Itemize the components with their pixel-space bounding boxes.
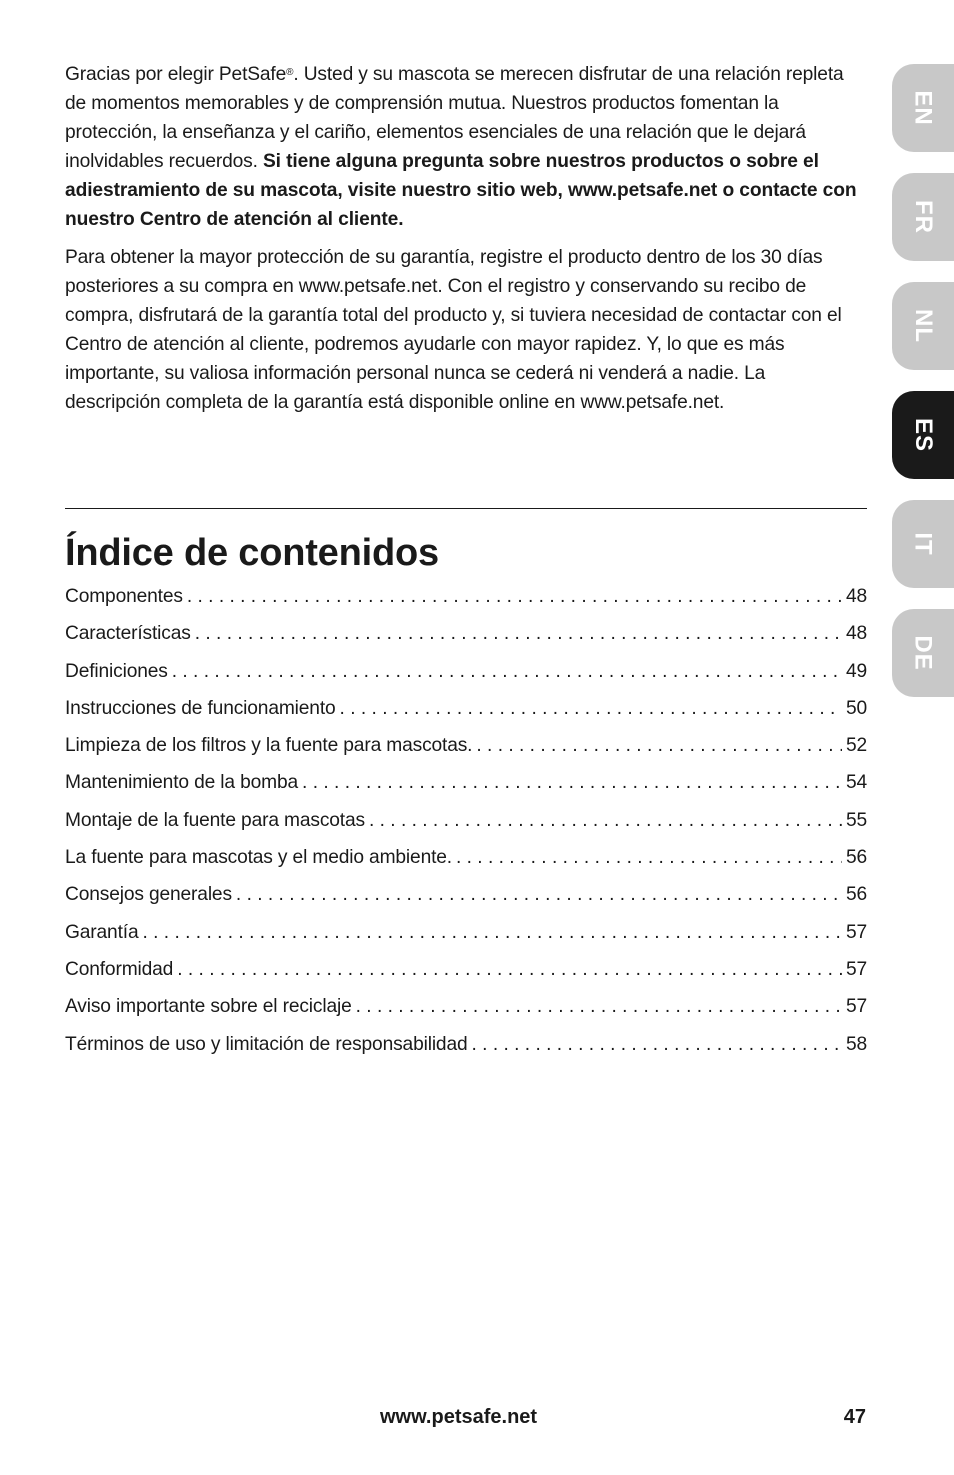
toc-entry-page: 57 xyxy=(845,958,867,980)
toc-entry[interactable] xyxy=(65,918,867,955)
page-number: 47 xyxy=(843,1406,866,1428)
toc-entry-label: La fuente para mascotas y el medio ambiente. xyxy=(65,847,452,869)
tab-de[interactable] xyxy=(892,609,954,697)
intro-paragraph-1 xyxy=(65,60,857,234)
toc-entry-page: 54 xyxy=(845,772,867,794)
footer-url[interactable]: www.petsafe.net xyxy=(380,1406,538,1428)
toc-title: Índice de contenidos xyxy=(65,532,439,574)
toc-entry-label: Definiciones xyxy=(65,660,168,682)
toc-entry-label: Limpieza de los filtros y la fuente para mascotas. xyxy=(65,735,473,757)
tab-label: EN xyxy=(910,90,937,126)
toc-entry[interactable] xyxy=(65,1030,867,1067)
toc-entry-page: 58 xyxy=(845,1033,867,1055)
toc-entry-page: 52 xyxy=(845,735,867,757)
toc-leader-dots xyxy=(472,1030,842,1060)
toc-entry[interactable] xyxy=(65,880,867,917)
toc-entry-page: 56 xyxy=(845,847,867,869)
section-divider xyxy=(65,508,867,509)
toc-leader-dots xyxy=(340,694,842,724)
toc-entry[interactable] xyxy=(65,768,867,805)
intro-text-body: . Usted y su mascota se merecen disfrutar de una relación repleta de momentos memorables y de comprensión mutua. Nuestros productos fomentan la protección, la enseñanza y el cariño, elementos esenciales de una relación que le dejará inolvidables recuerdos. xyxy=(65,64,844,172)
toc-entry[interactable] xyxy=(65,694,867,731)
tab-label: FR xyxy=(910,200,937,234)
toc-entry-label: Componentes xyxy=(65,586,183,607)
intro-text-start: Gracias por elegir PetSafe xyxy=(65,64,287,85)
intro-section xyxy=(65,60,867,417)
toc-entry[interactable] xyxy=(65,619,867,656)
toc-entry-page: 50 xyxy=(845,697,867,719)
toc-entry-label: Mantenimiento de la bomba xyxy=(65,772,299,794)
toc-entry-page: 48 xyxy=(845,623,867,645)
toc-entry-label: Aviso importante sobre el reciclaje xyxy=(65,996,352,1018)
toc-entry[interactable] xyxy=(65,731,867,768)
toc-list xyxy=(65,582,867,1067)
toc-entry[interactable] xyxy=(65,992,867,1029)
tab-label: IT xyxy=(909,532,937,556)
tab-es[interactable] xyxy=(892,391,954,479)
toc-leader-dots xyxy=(369,806,842,836)
toc-entry[interactable] xyxy=(65,843,867,880)
toc-leader-dots xyxy=(302,768,842,798)
toc-leader-dots xyxy=(476,731,842,761)
toc-entry-label: Consejos generales xyxy=(65,884,232,906)
tab-fr[interactable] xyxy=(892,173,954,261)
tab-it[interactable] xyxy=(892,500,954,588)
toc-entry-page: 57 xyxy=(845,921,867,943)
toc-leader-dots xyxy=(187,582,842,612)
intro-paragraph-2: Para obtener la mayor protección de su garantía, registre el producto dentro de los 30 días posteriores a su compra en www.petsafe.net. Con el registro y conservando su recibo de compra, disfrutará de la garantía total del producto y, si tuviera necesidad de contactar con el Centro de atención al cliente, podremos ayudarle con mayor rapidez. Y, lo que es más importante, su valiosa información personal nunca se cederá ni venderá a nadie. La descripción completa de la garantía está disponible online en www.petsafe.net. xyxy=(65,247,842,413)
toc-leader-dots xyxy=(172,657,842,687)
toc-entry-label: Montaje de la fuente para mascotas xyxy=(65,809,365,831)
toc-leader-dots xyxy=(142,918,841,948)
toc-leader-dots xyxy=(456,843,842,873)
toc-entry-page: 55 xyxy=(845,809,867,831)
toc-entry[interactable] xyxy=(65,657,867,694)
toc-leader-dots xyxy=(236,880,842,910)
toc-entry-page: 57 xyxy=(845,996,867,1018)
toc-leader-dots xyxy=(195,619,842,649)
toc-leader-dots xyxy=(356,992,842,1022)
toc-entry-page: 49 xyxy=(845,660,867,682)
tab-label: NL xyxy=(910,309,937,343)
tab-nl[interactable] xyxy=(892,282,954,370)
registered-mark: ® xyxy=(286,67,294,78)
toc-entry[interactable] xyxy=(65,806,867,843)
toc-entry[interactable] xyxy=(65,582,867,619)
toc-entry-label: Términos de uso y limitación de responsabilidad xyxy=(65,1033,468,1055)
toc-entry-page: 56 xyxy=(845,884,867,906)
toc-entry-label: Instrucciones de funcionamiento xyxy=(65,697,336,719)
toc-entry-label: Características xyxy=(65,623,191,645)
toc-entry-label: Garantía xyxy=(65,921,139,943)
tab-label: ES xyxy=(909,417,937,453)
tab-en[interactable] xyxy=(892,64,954,152)
intro-bold-contact: Si tiene alguna pregunta sobre nuestros productos o sobre el adiestramiento de su mascota, visite nuestro sitio web, www.petsafe.net o contacte con nuestro Centro de atención al cliente. xyxy=(65,151,857,230)
toc-leader-dots xyxy=(177,955,842,985)
tab-label: DE xyxy=(910,635,937,671)
toc-entry[interactable] xyxy=(65,955,867,992)
toc-entry-label: Conformidad xyxy=(65,958,174,980)
toc-entry-page: 48 xyxy=(845,586,867,607)
